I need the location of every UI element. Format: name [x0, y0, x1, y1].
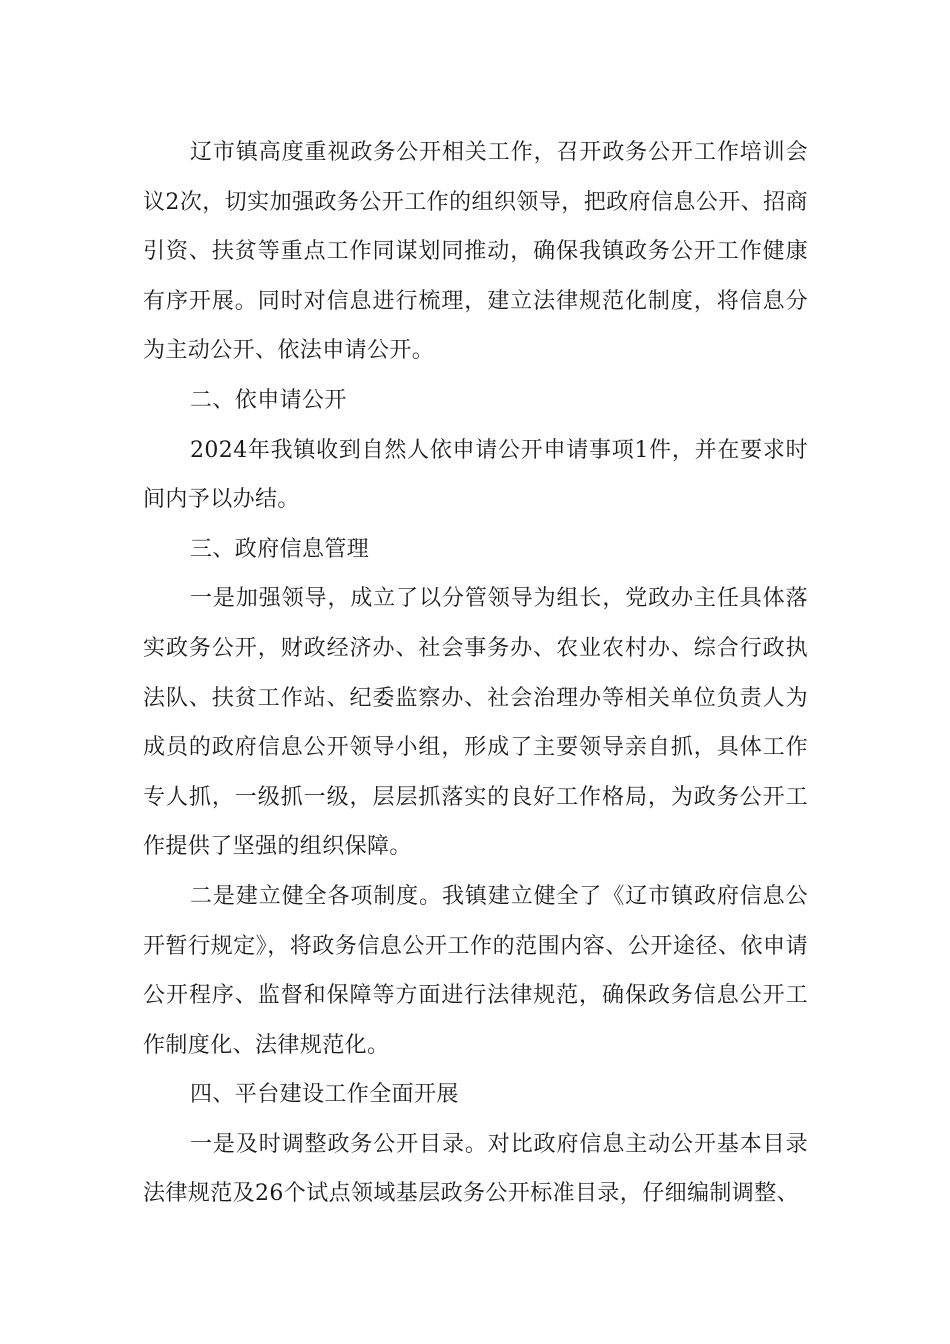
paragraph-leadership: 一是加强领导，成立了以分管领导为组长，党政办主任具体落实政务公开，财政经济办、社会事务办、农业农村办、综合行政执法队、扶贫工作站、纪委监察办、社会治理办等相关单位负责人为成员的政府信息公开领导小组，形成了主要领导亲自抓，具体工作专人抓，一级抓一级，层层抓落实的良好工作格局，为政务公开工作提供了坚强的组织保障。	[143, 586, 808, 860]
paragraph-regulations: 二是建立健全各项制度。我镇建立健全了《辽市镇政府信息公开暂行规定》，将政务信息公开工作的范围内容、公开途径、依申请公开程序、监督和保障等方面进行法律规范，确保政务信息公开工作制度化、法律规范化。	[143, 883, 808, 1058]
paragraph-requests: 2024年我镇收到自然人依申请公开申请事项1件，并在要求时间内予以办结。	[143, 437, 808, 513]
section-heading-4: 四、平台建设工作全面开展	[190, 1082, 459, 1108]
paragraph-overview: 辽市镇高度重视政务公开相关工作，召开政务公开工作培训会议2次，切实加强政务公开工作的组织领导，把政府信息公开、招商引资、扶贫等重点工作同谋划同推动，确保我镇政务公开工作健康有序开展。同时对信息进行梳理，建立法律规范化制度，将信息分为主动公开、依法申请公开。	[143, 140, 808, 364]
section-heading-3: 三、政府信息管理	[190, 536, 370, 562]
document-body	[143, 128, 808, 1219]
paragraph-catalog: 一是及时调整政务公开目录。对比政府信息主动公开基本目录法律规范及26个试点领域基层政务公开标准目录，仔细编制调整、	[143, 1131, 808, 1207]
section-heading-2: 二、依申请公开	[190, 387, 347, 413]
